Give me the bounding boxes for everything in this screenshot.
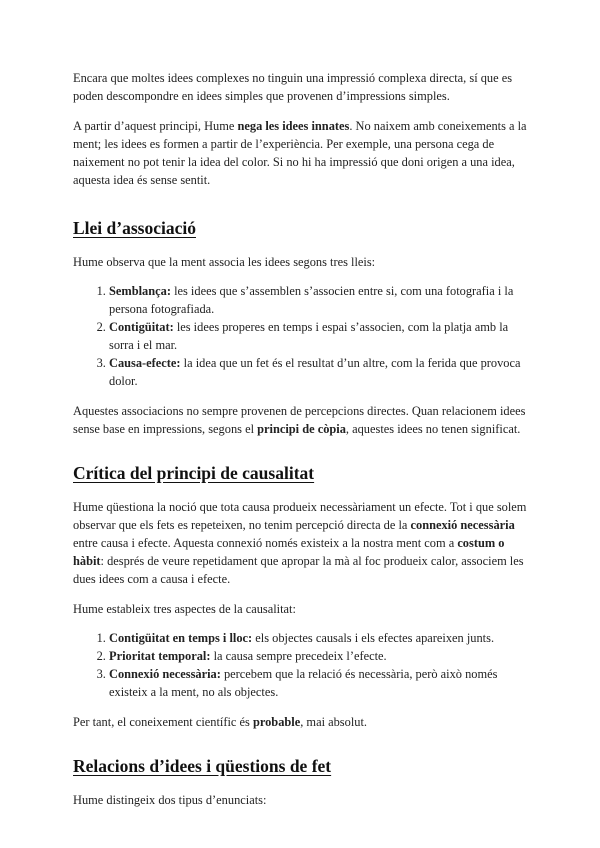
list-item-text: la causa sempre precedeix l’efecte. bbox=[210, 649, 387, 663]
list-item-term: Causa-efecte: bbox=[109, 356, 181, 370]
bold-text: probable bbox=[252, 715, 301, 729]
text-run: Per tant, el coneixement científic és bbox=[73, 715, 253, 729]
paragraph-three-laws-intro: Hume observa que la ment associa les idees segons tres lleis: bbox=[73, 255, 376, 269]
list-item-text: els objectes causals i els efectes apareixen junts. bbox=[252, 631, 495, 645]
text-run: Aquestes associacions no sempre provenen de percepcions directes. Quan relacionem idees sense base en impressions, segons el bbox=[73, 404, 526, 436]
paragraph-causality-aspects-intro: Hume estableix tres aspectes de la causalitat: bbox=[73, 602, 296, 616]
list-item bbox=[109, 665, 527, 701]
bold-text: nega les idees innates bbox=[237, 119, 350, 133]
list-item bbox=[109, 629, 527, 647]
paragraph-two-types: Hume distingeix dos tipus d’enunciats: bbox=[73, 793, 267, 807]
list-item-term: Prioritat temporal: bbox=[109, 649, 211, 663]
paragraph-innate-ideas bbox=[73, 117, 527, 189]
paragraph-complex-ideas: Encara que moltes idees complexes no tinguin una impressió complexa directa, sí que es poden descompondre en idees simples que provenen d’impressions simples. bbox=[73, 71, 513, 103]
text-run: : després de veure repetidament que apropar la mà al foc produeix calor, associem les dues idees com a causa i efecte. bbox=[73, 554, 524, 586]
text-run: , aquestes idees no tenen significat. bbox=[345, 422, 521, 436]
heading-llei-associacio: Llei d’associació bbox=[73, 218, 196, 238]
list-item bbox=[109, 354, 527, 390]
paragraph-causality-critique bbox=[73, 498, 527, 588]
bold-text: principi de còpia bbox=[257, 422, 346, 436]
heading-critica-causalitat: Crítica del principi de causalitat bbox=[73, 463, 315, 483]
bold-text: connexió necessària bbox=[410, 518, 515, 532]
association-laws-list bbox=[73, 282, 527, 390]
paragraph-associations bbox=[73, 402, 527, 438]
list-item-text: percebem que la relació és necessària, però això només existeix a la ment, no als objectes. bbox=[109, 667, 498, 699]
list-item bbox=[109, 647, 527, 665]
list-item-term: Contigüitat en temps i lloc: bbox=[109, 631, 253, 645]
list-item-text: les idees properes en temps i espai s’associen, com la platja amb la sorra i el mar. bbox=[109, 320, 509, 352]
text-run: . No naixem amb coneixements a la ment; les idees es formen a partir de l’experiència. Per exemple, una persona cega de naixement no pot tenir la idea del color. Si no hi ha impressió que doni origen a una idea, aquesta idea és sense sentit. bbox=[73, 119, 527, 187]
bold-text: costum o hàbit bbox=[73, 536, 505, 568]
list-item-term: Semblança: bbox=[109, 284, 171, 298]
list-item-term: Contigüitat: bbox=[109, 320, 174, 334]
text-run: entre causa i efecte. Aquesta connexió només existeix a la nostra ment com a bbox=[73, 536, 458, 550]
list-item-text: la idea que un fet és el resultat d’un altre, com la ferida que provoca dolor. bbox=[109, 356, 521, 388]
text-run: , mai absolut. bbox=[300, 715, 367, 729]
paragraph-scientific-knowledge bbox=[73, 713, 527, 731]
heading-relacions-idees: Relacions d’idees i qüestions de fet bbox=[73, 756, 332, 776]
list-item bbox=[109, 318, 527, 354]
list-item-text: les idees que s’assemblen s’associen entre si, com una fotografia i la persona fotografiada. bbox=[109, 284, 514, 316]
list-item bbox=[109, 282, 527, 318]
list-item-term: Connexió necessària: bbox=[109, 667, 221, 681]
causality-aspects-list bbox=[73, 629, 527, 701]
text-run: A partir d’aquest principi, Hume bbox=[73, 119, 238, 133]
text-run: Hume qüestiona la noció que tota causa produeix necessàriament un efecte. Tot i que solem observar que els fets es repeteixen, no tenim percepció directa de la bbox=[73, 500, 527, 532]
